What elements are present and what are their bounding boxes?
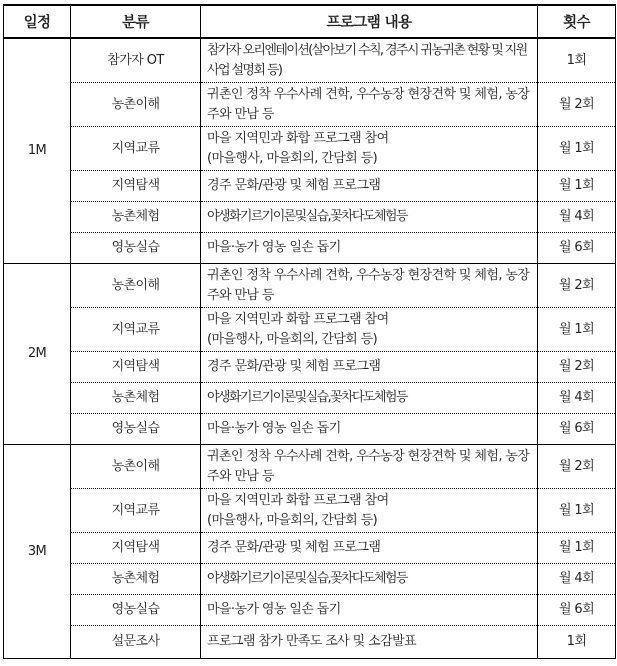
- count-cell: 월 2회: [538, 445, 616, 489]
- category-cell: 농촌체험: [71, 564, 201, 595]
- count-cell: 월 6회: [538, 414, 616, 445]
- table-row: [4, 202, 616, 233]
- category-cell: 지역탐색: [71, 533, 201, 564]
- count-cell: 월 1회: [538, 489, 616, 533]
- category-cell: 참가자 OT: [71, 38, 201, 83]
- category-cell: 지역탐색: [71, 171, 201, 202]
- count-cell: 월 2회: [538, 83, 616, 127]
- table-row: [4, 445, 616, 489]
- content-cell: 귀촌인 정착 우수사례 견학, 우수농장 현장견학 및 체험, 농장주와 만남 등: [201, 264, 538, 308]
- category-cell: 농촌이해: [71, 83, 201, 127]
- count-cell: 월 1회: [538, 171, 616, 202]
- table-row: [4, 533, 616, 564]
- category-cell: 농촌체험: [71, 202, 201, 233]
- table-row: [4, 626, 616, 659]
- schedule-cell-2m: 2M: [4, 264, 71, 445]
- schedule-cell-1m: 1M: [4, 38, 71, 264]
- category-cell: 농촌체험: [71, 383, 201, 414]
- table-row: [4, 414, 616, 445]
- content-cell: [201, 308, 538, 352]
- content-cell: 야생화기르기이론및실습,꽃차다도체험등: [201, 383, 538, 414]
- table-row: [4, 308, 616, 352]
- category-cell: 농촌이해: [71, 445, 201, 489]
- category-cell: 설문조사: [71, 626, 201, 659]
- program-schedule-table: [3, 4, 616, 659]
- content-cell: 경주 문화/관광 및 체험 프로그램: [201, 171, 538, 202]
- table-row: [4, 595, 616, 626]
- count-cell: 월 6회: [538, 595, 616, 626]
- count-cell: 1회: [538, 38, 616, 83]
- category-cell: 지역교류: [71, 308, 201, 352]
- category-cell: 지역교류: [71, 489, 201, 533]
- header-content: 프로그램 내용: [201, 5, 538, 38]
- header-schedule: 일정: [4, 5, 71, 38]
- content-line: 마을 지역민과 화합 프로그램 참여: [207, 492, 389, 508]
- count-cell: 월 4회: [538, 202, 616, 233]
- content-cell: 프로그램 참가 만족도 조사 및 소감발표: [201, 626, 538, 659]
- content-line: 마을 지역민과 화합 프로그램 참여: [207, 311, 389, 327]
- content-cell: 마을·농가 영농 일손 돕기: [201, 414, 538, 445]
- count-cell: 월 1회: [538, 533, 616, 564]
- count-cell: 월 2회: [538, 264, 616, 308]
- content-cell: 귀촌인 정착 우수사례 견학, 우수농장 현장견학 및 체험, 농장주와 만남 등: [201, 83, 538, 127]
- content-cell: 참가자 오리엔테이션(살아보기 수칙, 경주시 귀농귀촌 현황 및 지원사업 설명회 등): [201, 38, 538, 83]
- category-cell: 지역교류: [71, 127, 201, 171]
- count-cell: 1회: [538, 626, 616, 659]
- content-line: 마을 지역민과 화합 프로그램 참여: [207, 130, 389, 146]
- table-row: [4, 83, 616, 127]
- header-row: [4, 5, 616, 38]
- table-row: [4, 171, 616, 202]
- table-row: [4, 564, 616, 595]
- content-cell: 경주 문화/관광 및 체험 프로그램: [201, 352, 538, 383]
- table-row: [4, 127, 616, 171]
- count-cell: 월 2회: [538, 352, 616, 383]
- schedule-cell-3m: 3M: [4, 445, 71, 659]
- count-cell: 월 1회: [538, 308, 616, 352]
- table-row: [4, 383, 616, 414]
- count-cell: 월 4회: [538, 564, 616, 595]
- content-line: (마을행사, 마을회의, 간담회 등): [207, 512, 378, 528]
- table-row: [4, 489, 616, 533]
- category-cell: 영농실습: [71, 414, 201, 445]
- content-cell: [201, 127, 538, 171]
- content-cell: [201, 489, 538, 533]
- count-cell: 월 4회: [538, 383, 616, 414]
- category-cell: 농촌이해: [71, 264, 201, 308]
- table-row: [4, 352, 616, 383]
- category-cell: 영농실습: [71, 595, 201, 626]
- content-line: (마을행사, 마을회의, 간담회 등): [207, 150, 378, 166]
- table-row: [4, 38, 616, 83]
- category-cell: 지역탐색: [71, 352, 201, 383]
- content-cell: 귀촌인 정착 우수사례 견학, 우수농장 현장견학 및 체험, 농장주와 만남 등: [201, 445, 538, 489]
- content-cell: 야생화기르기이론및실습,꽃차다도체험등: [201, 564, 538, 595]
- header-count: 횟수: [538, 5, 616, 38]
- count-cell: 월 1회: [538, 127, 616, 171]
- header-category: 분류: [71, 5, 201, 38]
- count-cell: 월 6회: [538, 233, 616, 264]
- content-cell: 야생화기르기이론및실습,꽃차다도체험등: [201, 202, 538, 233]
- category-cell: 영농실습: [71, 233, 201, 264]
- table-row: [4, 233, 616, 264]
- content-cell: 경주 문화/관광 및 체험 프로그램: [201, 533, 538, 564]
- content-line: (마을행사, 마을회의, 간담회 등): [207, 331, 378, 347]
- content-cell: 마을·농가 영농 일손 돕기: [201, 233, 538, 264]
- table-row: [4, 264, 616, 308]
- content-cell: 마을·농가 영농 일손 돕기: [201, 595, 538, 626]
